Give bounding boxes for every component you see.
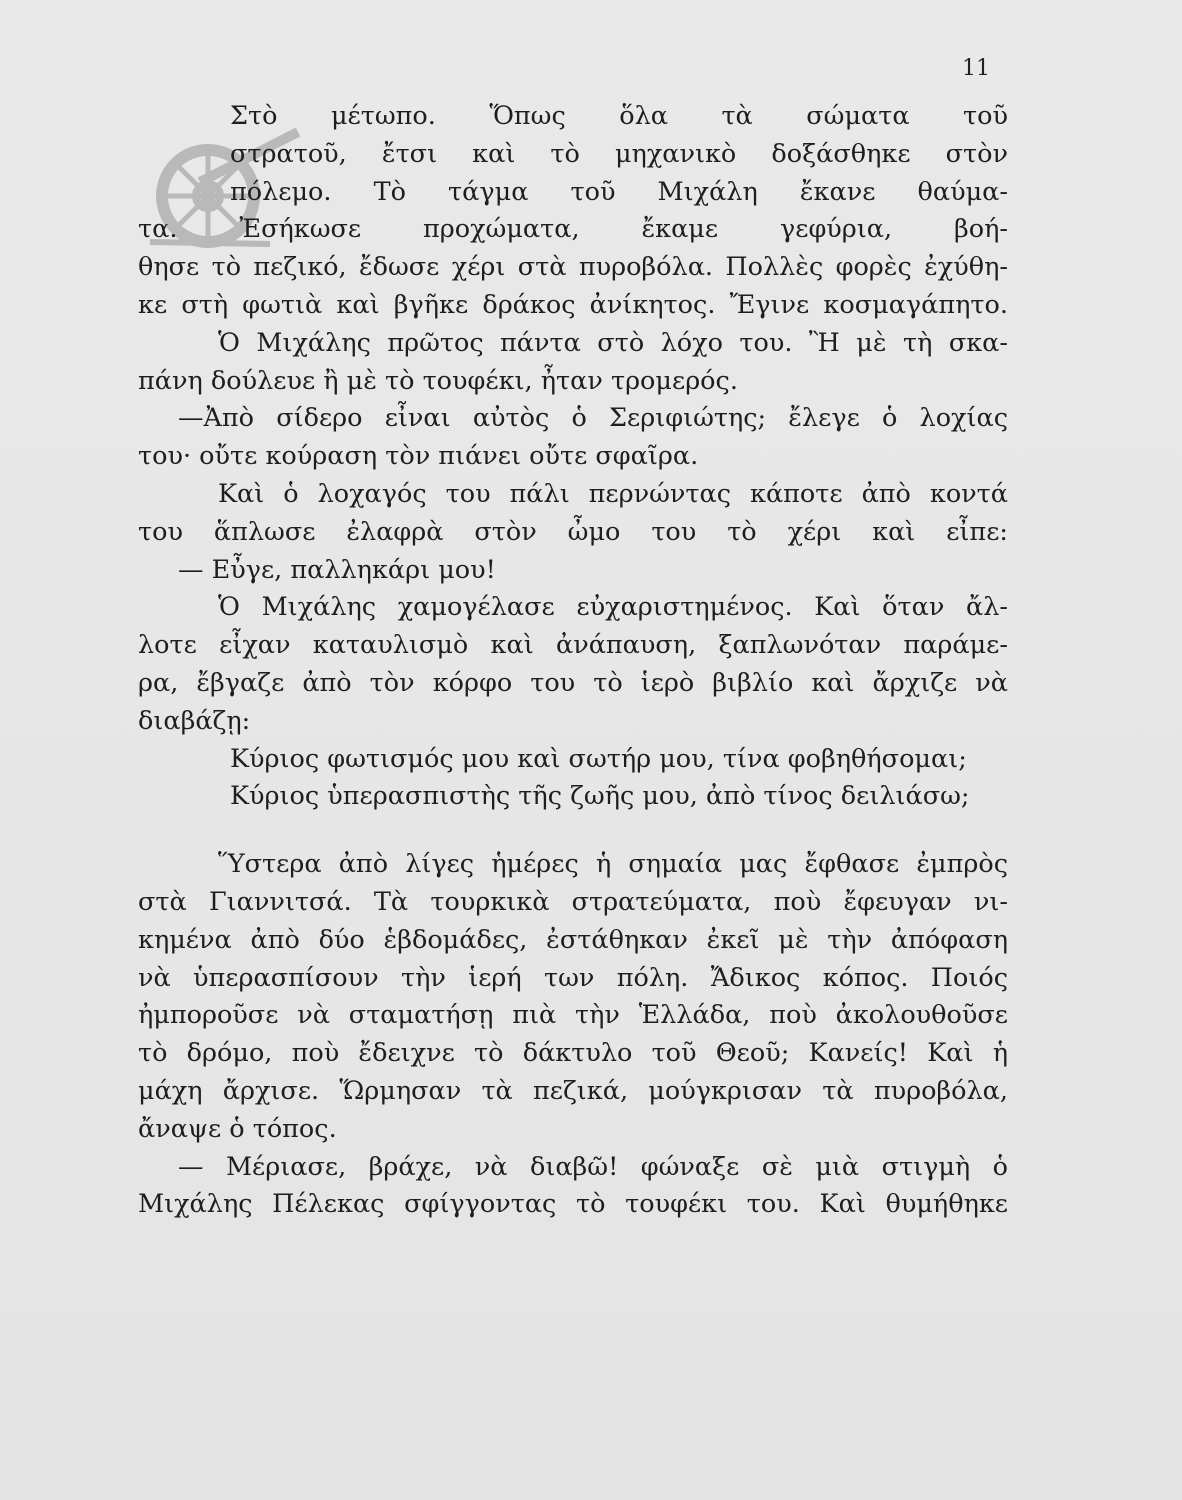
text-line: ρα, ἔβγαζε ἀπὸ τὸν κόρφο του τὸ ἱερὸ βιβλίο καὶ ἄρχιζε νὰ <box>138 667 1008 698</box>
verse-line: Κύριος φωτισμός μου καὶ σωτήρ μου, τίνα φοβηθήσομαι; <box>230 743 967 774</box>
text-line: μάχη ἄρχισε. Ὥρμησαν τὰ πεζικά, μούγκρισαν τὰ πυροβόλα, <box>138 1075 1008 1106</box>
text-line: κημένα ἀπὸ δύο ἑβδομάδες, ἐστάθηκαν ἐκεῖ μὲ τὴν ἀπόφαση <box>138 924 1008 955</box>
text-line: ἄναψε ὁ τόπος. <box>138 1113 337 1144</box>
verse-line: Κύριος ὑπερασπιστὴς τῆς ζωῆς μου, ἀπὸ τίνος δειλιάσω; <box>230 781 970 812</box>
text-line: στὰ Γιαννιτσά. Τὰ τουρκικὰ στρατεύματα, ποὺ ἔφευγαν νι- <box>138 886 1008 917</box>
text-line: πάνη δούλευε ἢ μὲ τὸ τουφέκι, ἦταν τρομερός. <box>138 365 738 396</box>
text-line: του ἅπλωσε ἐλαφρὰ στὸν ὦμο του τὸ χέρι καὶ εἶπε: <box>138 516 1008 547</box>
text-line: λοτε εἶχαν καταυλισμὸ καὶ ἀνάπαυση, ξαπλωνόταν παράμε- <box>138 630 1008 661</box>
page-number: 11 <box>962 56 990 81</box>
body-text <box>138 98 1008 1224</box>
text-line: Καὶ ὁ λοχαγός του πάλι περνώντας κάποτε ἀπὸ κοντά <box>218 478 1008 509</box>
text-line: κε στὴ φωτιὰ καὶ βγῆκε δράκος ἀνίκητος. Ἔγινε κοσμαγάπητο. <box>138 289 1008 320</box>
text-line: Στὸ μέτωπο. Ὅπως ὅλα τὰ σώματα τοῦ <box>230 101 1008 131</box>
text-line: Ὁ Μιχάλης πρῶτος πάντα στὸ λόχο του. Ἢ μὲ τὴ σκα- <box>218 327 1008 358</box>
text-line: Ὁ Μιχάλης χαμογέλασε εὐχαριστημένος. Καὶ ὅταν ἄλ- <box>218 592 1008 623</box>
text-line: νὰ ὑπερασπίσουν τὴν ἱερή των πόλη. Ἄδικος κόπος. Ποιός <box>138 962 1008 993</box>
text-line: Ὕστερα ἀπὸ λίγες ἡμέρες ἡ σημαία μας ἔφθασε ἐμπρὸς <box>218 849 1008 880</box>
text-line: διαβάζῃ: <box>138 705 251 736</box>
text-line: ἠμποροῦσε νὰ σταματήσῃ πιὰ τὴν Ἑλλάδα, ποὺ ἀκολουθοῦσε <box>138 1000 1008 1031</box>
text-line: τὸ δρόμο, ποὺ ἔδειχνε τὸ δάκτυλο τοῦ Θεοῦ; Κανείς! Καὶ ἡ <box>138 1038 1008 1069</box>
text-line: —Ἀπὸ σίδερο εἶναι αὐτὸς ὁ Σεριφιώτης; ἔλεγε ὁ λοχίας <box>178 403 1008 434</box>
text-line: θησε τὸ πεζικό, ἔδωσε χέρι στὰ πυροβόλα. Πολλὲς φορὲς ἐχύθη- <box>138 252 1008 283</box>
text-line: — Εὖγε, παλληκάρι μου! <box>178 554 496 585</box>
stanza-gap <box>138 816 1008 846</box>
text-line: του· οὔτε κούραση τὸν πιάνει οὔτε σφαῖρα. <box>138 441 699 472</box>
text-line: Μιχάλης Πέλεκας σφίγγοντας τὸ τουφέκι του. Καὶ θυμήθηκε <box>138 1189 1008 1220</box>
text-line: πόλεμο. Τὸ τάγμα τοῦ Μιχάλη ἔκανε θαύμα- <box>230 176 1008 207</box>
text-line: στρατοῦ, ἔτσι καὶ τὸ μηχανικὸ δοξάσθηκε στὸν <box>230 138 1008 169</box>
text-line: τα. Ἐσήκωσε προχώματα, ἔκαμε γεφύρια, βοή- <box>138 214 1008 245</box>
text-line: — Μέριασε, βράχε, νὰ διαβῶ! φώναξε σὲ μιὰ στιγμὴ ὁ <box>178 1151 1008 1182</box>
